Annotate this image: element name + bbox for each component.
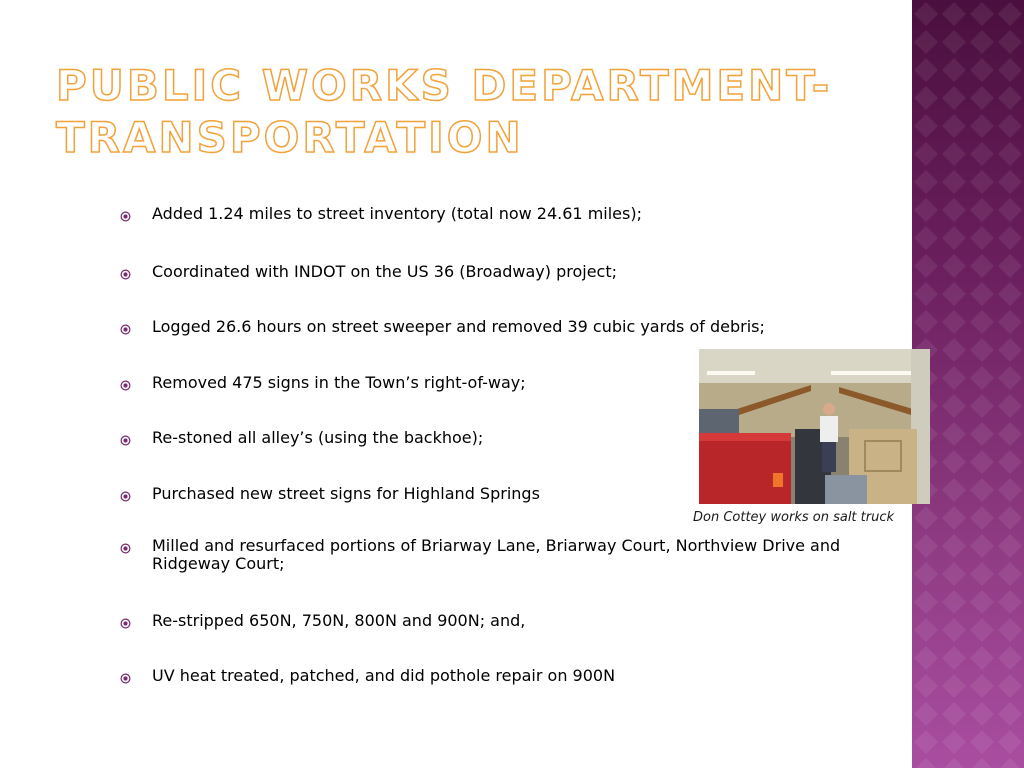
photo-caption: Don Cottey works on salt truck <box>693 510 895 525</box>
bullet-item <box>120 263 920 281</box>
bullet-text: Coordinated with INDOT on the US 36 (Broadway) project; <box>152 262 618 281</box>
bullet-text: Purchased new street signs for Highland Springs <box>152 484 540 503</box>
bullet-text: Removed 475 signs in the Town’s right-of-way; <box>152 373 526 392</box>
slide-title <box>56 60 896 164</box>
circled-dot-icon <box>120 673 131 684</box>
bullet-text: Re-stoned all alley’s (using the backhoe); <box>152 428 484 447</box>
bullet-item <box>120 318 920 336</box>
circled-dot-icon <box>120 211 131 222</box>
garage-scene-illustration <box>699 349 930 504</box>
bullet-text: Logged 26.6 hours on street sweeper and removed 39 cubic yards of debris; <box>152 317 765 336</box>
circled-dot-icon <box>120 543 131 554</box>
bullet-text: Added 1.24 miles to street inventory (total now 24.61 miles); <box>152 204 642 223</box>
slide-title-line-1: PUBLIC WORKS DEPARTMENT- <box>56 61 833 110</box>
bullet-text: UV heat treated, patched, and did pothole repair on 900N <box>152 666 616 685</box>
bullet-item <box>120 667 920 685</box>
bullet-text: Milled and resurfaced portions of Briarway Lane, Briarway Court, Northview Drive and Ridgeway Court; <box>152 536 841 573</box>
circled-dot-icon <box>120 380 131 391</box>
bullet-item <box>120 612 920 630</box>
circled-dot-icon <box>120 435 131 446</box>
slide-title-line-2: TRANSPORTATION <box>56 113 524 162</box>
circled-dot-icon <box>120 324 131 335</box>
bullet-text: Re-stripped 650N, 750N, 800N and 900N; and, <box>152 611 526 630</box>
bullet-item <box>120 537 920 573</box>
circled-dot-icon <box>120 618 131 629</box>
circled-dot-icon <box>120 269 131 280</box>
bullet-item <box>120 205 920 223</box>
circled-dot-icon <box>120 491 131 502</box>
salt-truck-photo <box>699 349 930 504</box>
